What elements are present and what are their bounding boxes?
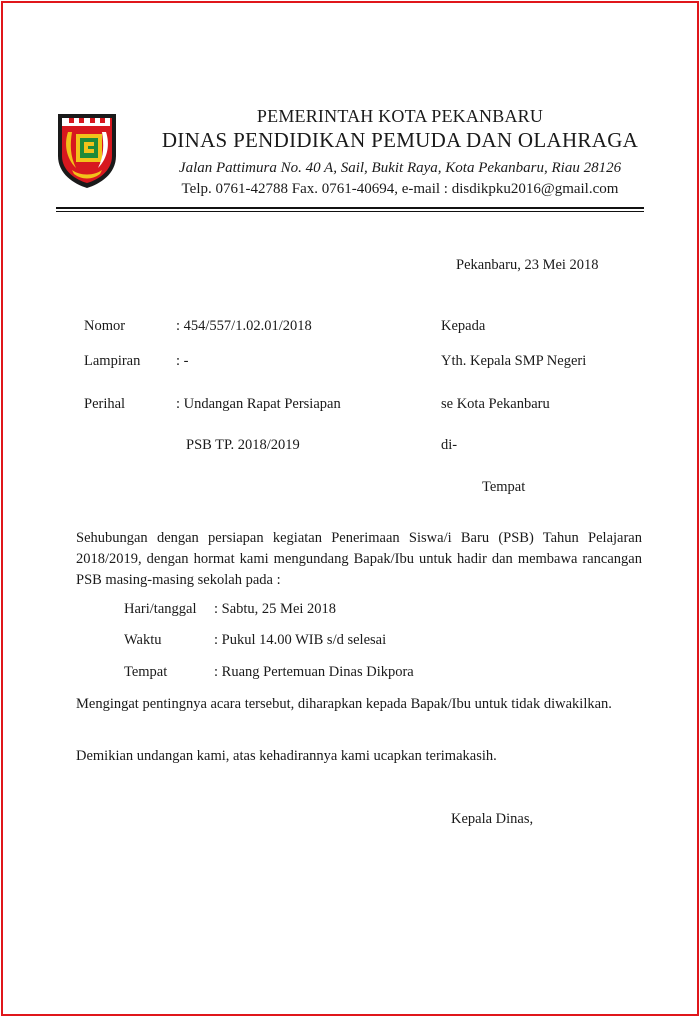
schedule-time-label: Waktu [124,632,162,648]
nomor-label: Nomor [84,318,126,334]
recipient-yth: Yth. Kepala SMP Negeri [441,353,587,369]
recipient-tempat: Tempat [482,479,526,495]
perihal-value-continued: PSB TP. 2018/2019 [186,437,300,453]
header-rule-thin [56,211,644,212]
recipient-se: se Kota Pekanbaru [441,396,550,412]
recipient-kepada: Kepada [441,318,486,334]
pekanbaru-emblem-icon [54,110,120,190]
schedule-time-value: : Pukul 14.00 WIB s/d selesai [214,632,387,648]
letter-date: Pekanbaru, 23 Mei 2018 [456,257,599,273]
body-intro: Sehubungan dengan persiapan kegiatan Penerimaan Siswa/i Baru (PSB) Tahun Pelajaran 2018/2019, dengan hormat kami mengundang Bapak/Ibu untuk hadir dan membawa rancangan PSB masing-masing sekolah pada : [76,530,642,588]
header-contact: Telp. 0761-42788 Fax. 0761-40694, e-mail : disdikpku2016@gmail.com [181,181,619,197]
perihal-value: : Undangan Rapat Persiapan [176,396,341,412]
nomor-value: : 454/557/1.02.01/2018 [176,318,312,334]
lampiran-label: Lampiran [84,353,141,369]
header-government: PEMERINTAH KOTA PEKANBARU [256,106,544,126]
schedule-place-value: : Ruang Pertemuan Dinas Dikpora [214,664,414,680]
schedule-day-label: Hari/tanggal [124,601,197,617]
schedule-day-value: : Sabtu, 25 Mei 2018 [214,601,337,617]
perihal-label: Perihal [84,396,126,412]
signature-title: Kepala Dinas, [451,811,534,827]
header-rule-thick [56,207,644,209]
header-address: Jalan Pattimura No. 40 A, Sail, Bukit Raya, Kota Pekanbaru, Riau 28126 [178,160,622,176]
recipient-di: di- [441,437,458,453]
lampiran-value: : - [176,353,189,369]
body-reminder: Mengingat pentingnya acara tersebut, diharapkan kepada Bapak/Ibu untuk tidak diwakilkan. [76,696,612,712]
header-agency: DINAS PENDIDIKAN PEMUDA DAN OLAHRAGA [161,128,639,152]
body-closing: Demikian undangan kami, atas kehadirannya kami ucapkan terimakasih. [76,748,497,764]
schedule-place-label: Tempat [124,664,168,680]
